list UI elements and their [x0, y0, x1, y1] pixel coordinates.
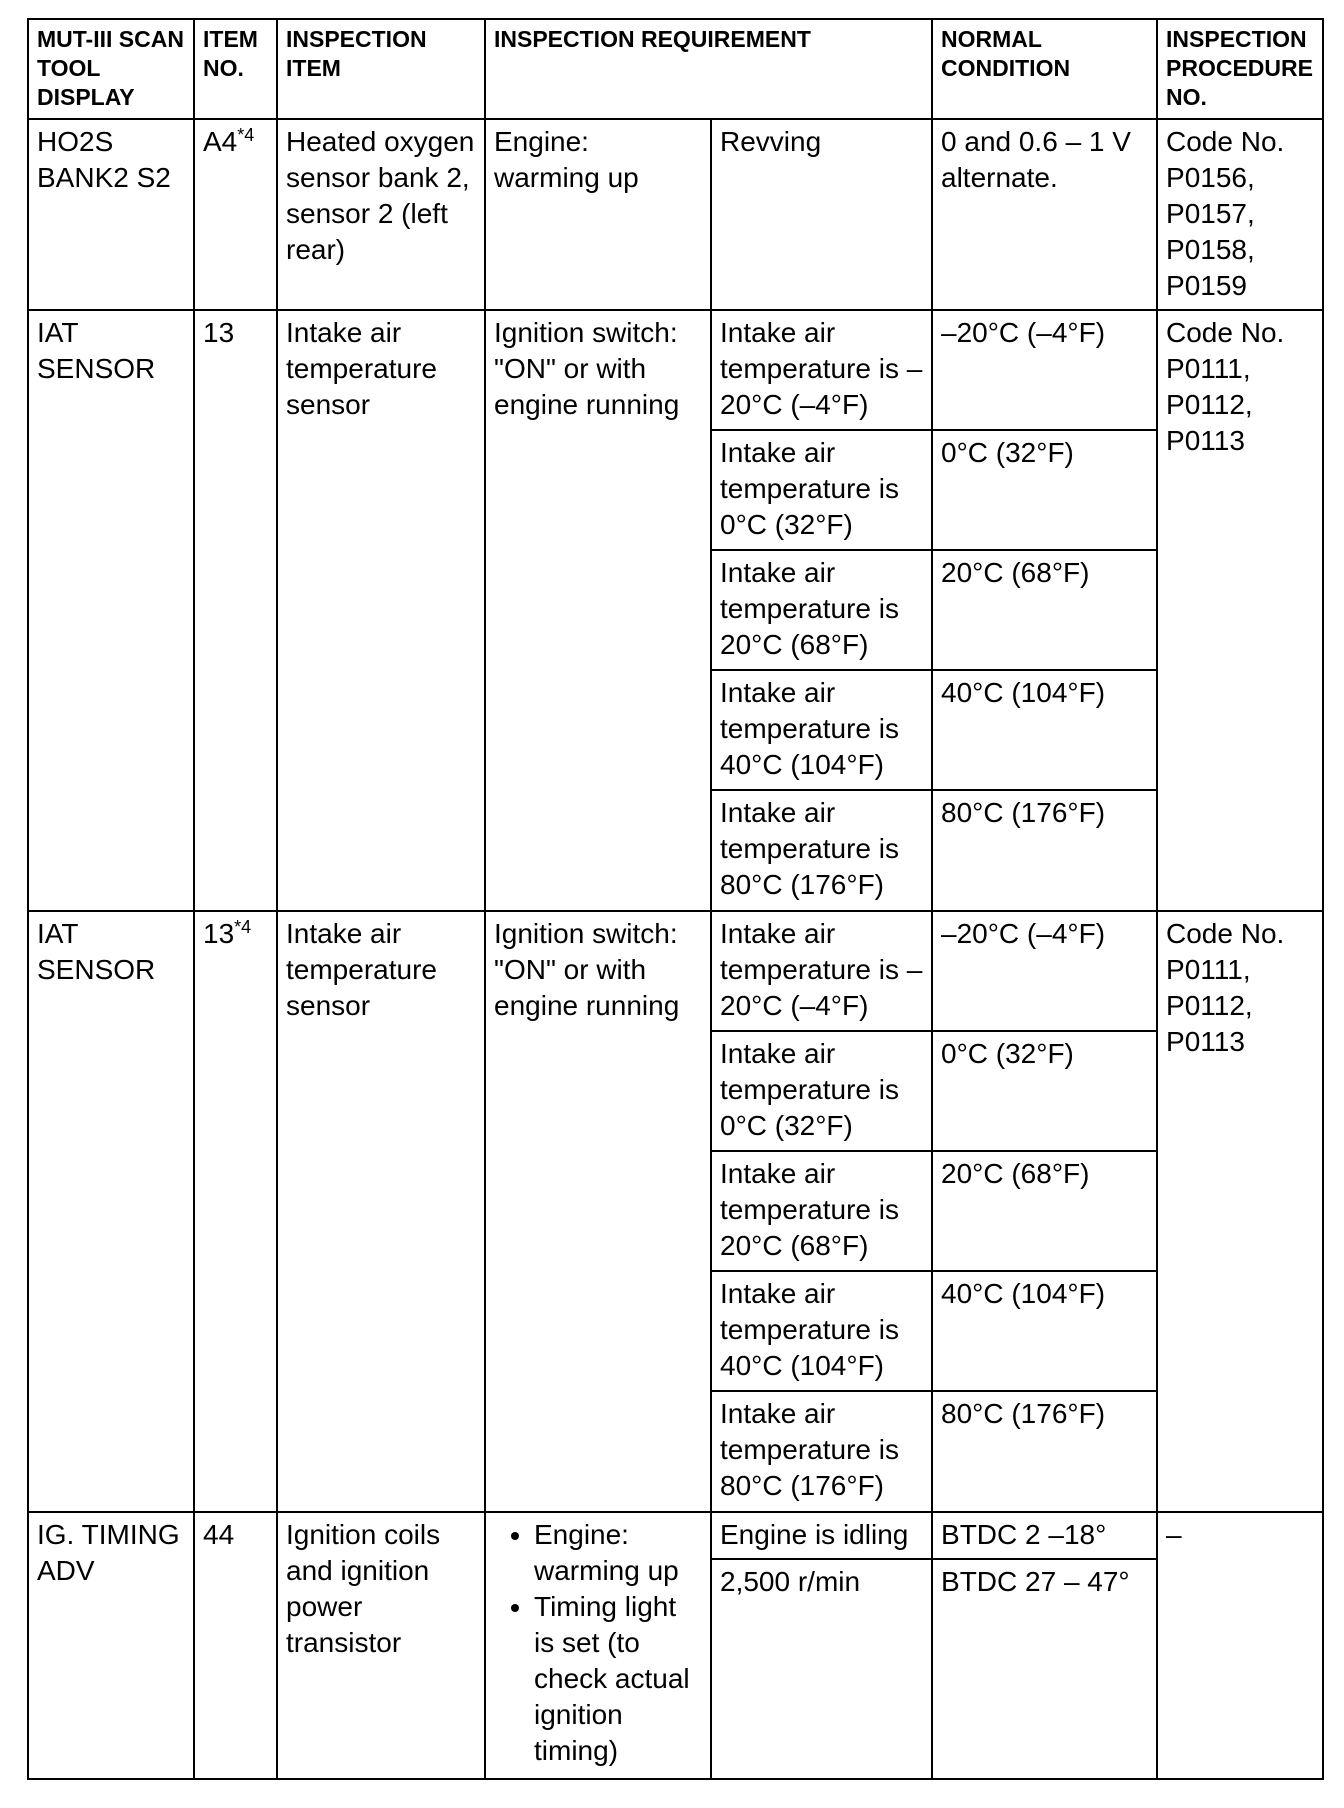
cell-requirement: Engine: warming up [485, 119, 711, 310]
table-row [28, 310, 1323, 430]
cell-condition: Intake air temperature is 40°C (104°F) [711, 670, 932, 790]
cell-display: IAT SENSOR [28, 911, 194, 1512]
cell-condition: Intake air temperature is –20°C (–4°F) [711, 911, 932, 1031]
cell-inspection-item: Heated oxygen sensor bank 2, sensor 2 (left rear) [277, 119, 485, 310]
cell-normal: 0°C (32°F) [932, 430, 1157, 550]
requirement-bullets [494, 1517, 702, 1769]
header-item-no: ITEM NO. [194, 19, 277, 119]
cell-requirement: Ignition switch: "ON" or with engine running [485, 310, 711, 911]
cell-condition: Intake air temperature is 20°C (68°F) [711, 1151, 932, 1271]
cell-condition: Intake air temperature is 40°C (104°F) [711, 1271, 932, 1391]
header-procedure: INSPECTION PROCEDURE NO. [1157, 19, 1323, 119]
cell-condition: 2,500 r/min [711, 1559, 932, 1779]
cell-normal: –20°C (–4°F) [932, 310, 1157, 430]
cell-normal: 20°C (68°F) [932, 550, 1157, 670]
cell-normal: 80°C (176°F) [932, 1391, 1157, 1512]
header-row [28, 19, 1323, 119]
cell-normal: BTDC 2 –18° [932, 1512, 1157, 1559]
cell-item-no: 13$^{*4}$ [194, 911, 277, 1512]
header-requirement: INSPECTION REQUIREMENT [485, 19, 932, 119]
cell-item-no: 13 [194, 310, 277, 911]
cell-condition: Intake air temperature is 80°C (176°F) [711, 1391, 932, 1512]
cell-procedure: – [1157, 1512, 1323, 1779]
table-row [28, 911, 1323, 1031]
cell-normal: 40°C (104°F) [932, 1271, 1157, 1391]
cell-inspection-item: Intake air temperature sensor [277, 911, 485, 1512]
cell-display: HO2S BANK2 S2 [28, 119, 194, 310]
cell-procedure: Code No. P0111, P0112, P0113 [1157, 310, 1323, 911]
cell-condition: Revving [711, 119, 932, 310]
cell-inspection-item: Intake air temperature sensor [277, 310, 485, 911]
header-display: MUT-III SCAN TOOL DISPLAY [28, 19, 194, 119]
cell-display: IAT SENSOR [28, 310, 194, 911]
cell-procedure: Code No. P0111, P0112, P0113 [1157, 911, 1323, 1512]
cell-condition: Intake air temperature is 80°C (176°F) [711, 790, 932, 911]
list-item: • Engine: warming up [534, 1517, 702, 1589]
header-normal-condition: NORMAL CONDITION [932, 19, 1157, 119]
cell-requirement [485, 1512, 711, 1779]
cell-condition: Engine is idling [711, 1512, 932, 1559]
cell-normal: BTDC 27 – 47° [932, 1559, 1157, 1779]
cell-requirement: Ignition switch: "ON" or with engine running [485, 911, 711, 1512]
table-row [28, 119, 1323, 310]
cell-condition: Intake air temperature is 0°C (32°F) [711, 1031, 932, 1151]
cell-condition: Intake air temperature is 0°C (32°F) [711, 430, 932, 550]
list-item: • Timing light is set (to check actual ignition timing) [534, 1589, 702, 1769]
inspection-table [27, 18, 1324, 1780]
header-inspection-item: INSPECTION ITEM [277, 19, 485, 119]
cell-normal: 0 and 0.6 – 1 V alternate. [932, 119, 1157, 310]
cell-inspection-item: Ignition coils and ignition power transistor [277, 1512, 485, 1779]
table-row [28, 1512, 1323, 1559]
cell-normal: 40°C (104°F) [932, 670, 1157, 790]
cell-condition: Intake air temperature is –20°C (–4°F) [711, 310, 932, 430]
cell-normal: 80°C (176°F) [932, 790, 1157, 911]
cell-condition: Intake air temperature is 20°C (68°F) [711, 550, 932, 670]
cell-normal: –20°C (–4°F) [932, 911, 1157, 1031]
cell-item-no: 44 [194, 1512, 277, 1779]
cell-procedure: Code No. P0156, P0157, P0158, P0159 [1157, 119, 1323, 310]
cell-display: IG. TIMING ADV [28, 1512, 194, 1779]
cell-normal: 0°C (32°F) [932, 1031, 1157, 1151]
cell-normal: 20°C (68°F) [932, 1151, 1157, 1271]
cell-item-no: A4$^{*4}$ [194, 119, 277, 310]
